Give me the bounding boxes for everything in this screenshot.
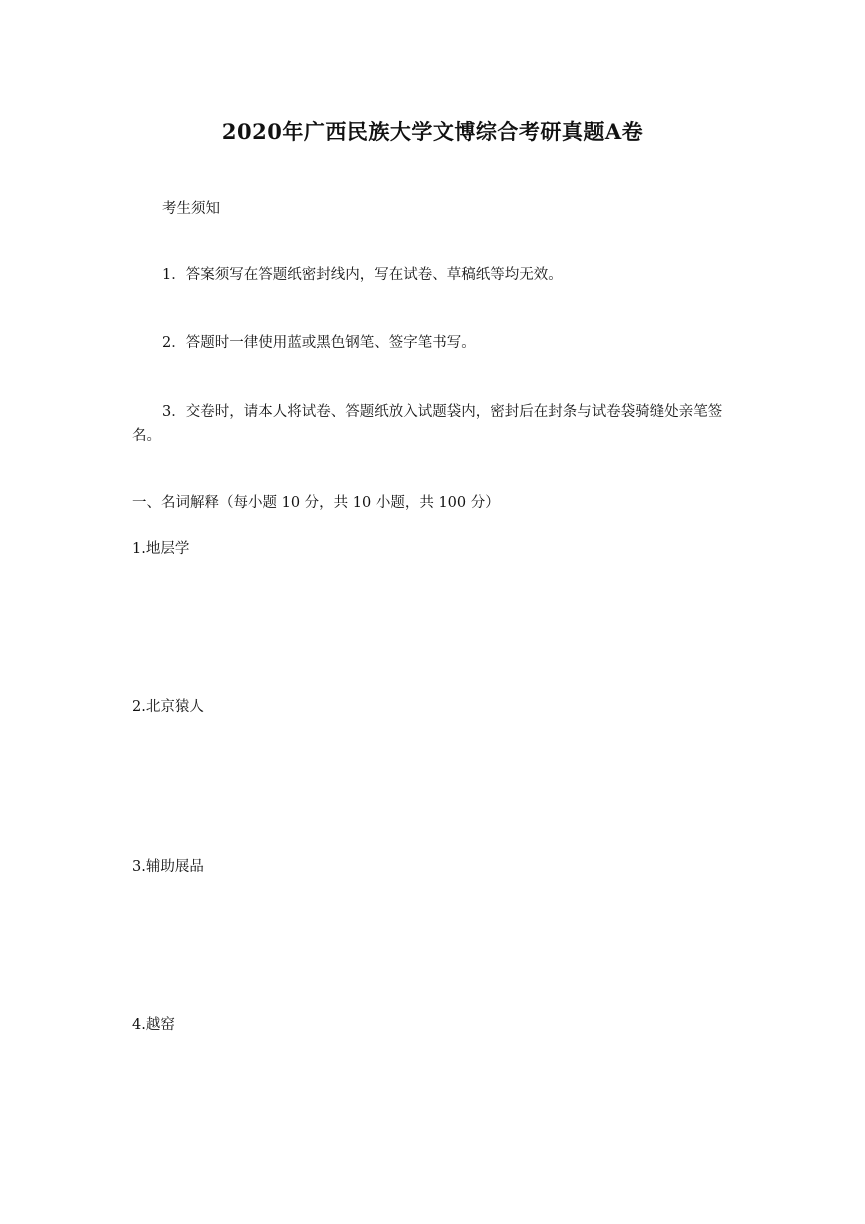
question-3: 3.辅助展品 <box>132 859 204 875</box>
question-4: 4.越窑 <box>132 1017 175 1033</box>
question-2: 2.北京猿人 <box>132 699 204 715</box>
page-title: 2020年广西民族大学文博综合考研真题A卷 <box>221 119 644 144</box>
notice-item-1: 1．答案须写在答题纸密封线内，写在试卷、草稿纸等均无效。 <box>162 267 563 283</box>
notice-item-2: 2．答题时一律使用蓝或黑色钢笔、签字笔书写。 <box>162 335 476 351</box>
question-1: 1.地层学 <box>132 541 190 557</box>
section-heading: 一、名词解释（每小题 10 分，共 10 小题，共 100 分） <box>132 495 500 511</box>
notice-item-3: 3．交卷时，请本人将试卷、答题纸放入试题袋内，密封后在封条与试卷袋骑缝处亲笔签名。 <box>132 404 723 444</box>
notice-heading: 考生须知 <box>162 201 220 217</box>
